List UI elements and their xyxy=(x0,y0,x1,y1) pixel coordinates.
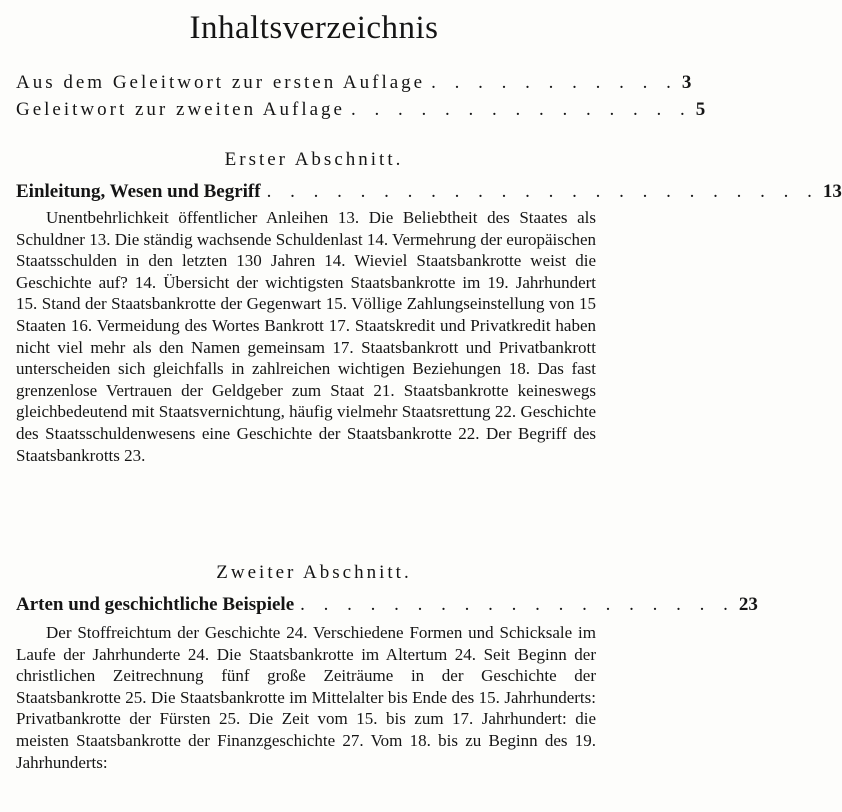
dot-leader: . . . . . . . . . . . . . . . . . . . . . . . . xyxy=(266,181,819,202)
toc-entry-section-2 xyxy=(16,594,758,616)
toc-entry-label: Geleitwort zur zweiten Auflage xyxy=(16,99,345,120)
toc-entry-label: Einleitung, Wesen und Begriff xyxy=(16,181,261,202)
toc-entry-label: Aus dem Geleitwort zur ersten Auflage xyxy=(16,72,426,93)
toc-entry-page: 13 xyxy=(822,181,842,202)
section-1-summary: Unentbehrlichkeit öffentlicher Anleihen 13. Die Beliebtheit des Staates als Schuldner 13. Die ständig wachsende Schuldenlast 14. Vermehrung der europäischen Staatsschulden in den letzten 130 Jahren 14. Wieviel Staatsbankrotte weist die Geschichte auf? 14. Übersicht der wichtigsten Staatsbankrotte im 19. Jahrhundert 15. Stand der Staatsbankrotte der Gegenwart 15. Völlige Zahlungseinstellung von 15 Staaten 16. Vermeidung des Wortes Bankrott 17. Staatskredit und Privatkredit haben nicht viel mehr als den Namen gemeinsam 17. Staatsbankrott und Privatbankrott unterscheiden sich gleichfalls in zahlreichen wichtigen Beziehungen 18. Das fast grenzenlose Vertrauen der Geldgeber zum Staat 21. Staatsbankrotte keineswegs gleichbedeutend mit Staatsvernichtung, häufig vielmehr Staatsrettung 22. Geschichte des Staatsschuldenwesens eine Geschichte der Staatsbankrotte 22. Der Begriff des Staatsbankrotts 23. xyxy=(16,208,596,465)
toc-entry-label: Arten und geschichtliche Beispiele xyxy=(16,594,295,615)
dot-leader: . . . . . . . . . . . xyxy=(431,72,678,93)
dot-leader: . . . . . . . . . . . . . . . . . . . xyxy=(300,594,735,615)
toc-entry-second-edition-foreword xyxy=(16,99,709,121)
toc-entry-page: 23 xyxy=(738,594,758,615)
section-heading-1: Erster Abschnitt. xyxy=(224,149,404,170)
page-title: Inhaltsverzeichnis xyxy=(189,10,439,46)
section-heading-2: Zweiter Abschnitt. xyxy=(216,562,412,583)
toc-entry-first-edition-foreword xyxy=(16,72,695,94)
toc-entry-section-1 xyxy=(16,181,842,203)
toc-entry-page: 3 xyxy=(681,72,695,93)
dot-leader: . . . . . . . . . . . . . . . xyxy=(350,99,692,120)
section-2-summary: Der Stoffreichtum der Geschichte 24. Verschiedene Formen und Schicksale im Laufe der Jahrhunderte 24. Die Staatsbankrotte im Altertum 24. Seit Beginn der christlichen Zeitrechnung fünf große Zeiträume in der Geschichte der Staatsbankrotte 25. Die Staatsbankrotte im Mittelalter bis Ende des 15. Jahrhunderts: Privatbankrotte der Fürsten 25. Die Zeit vom 15. bis zum 17. Jahrhundert: die meisten Staatsbankrotte der Finanzgeschichte 27. Vom 18. bis zu Beginn des 19. Jahrhunderts: xyxy=(16,623,596,772)
toc-entry-page: 5 xyxy=(695,99,709,120)
